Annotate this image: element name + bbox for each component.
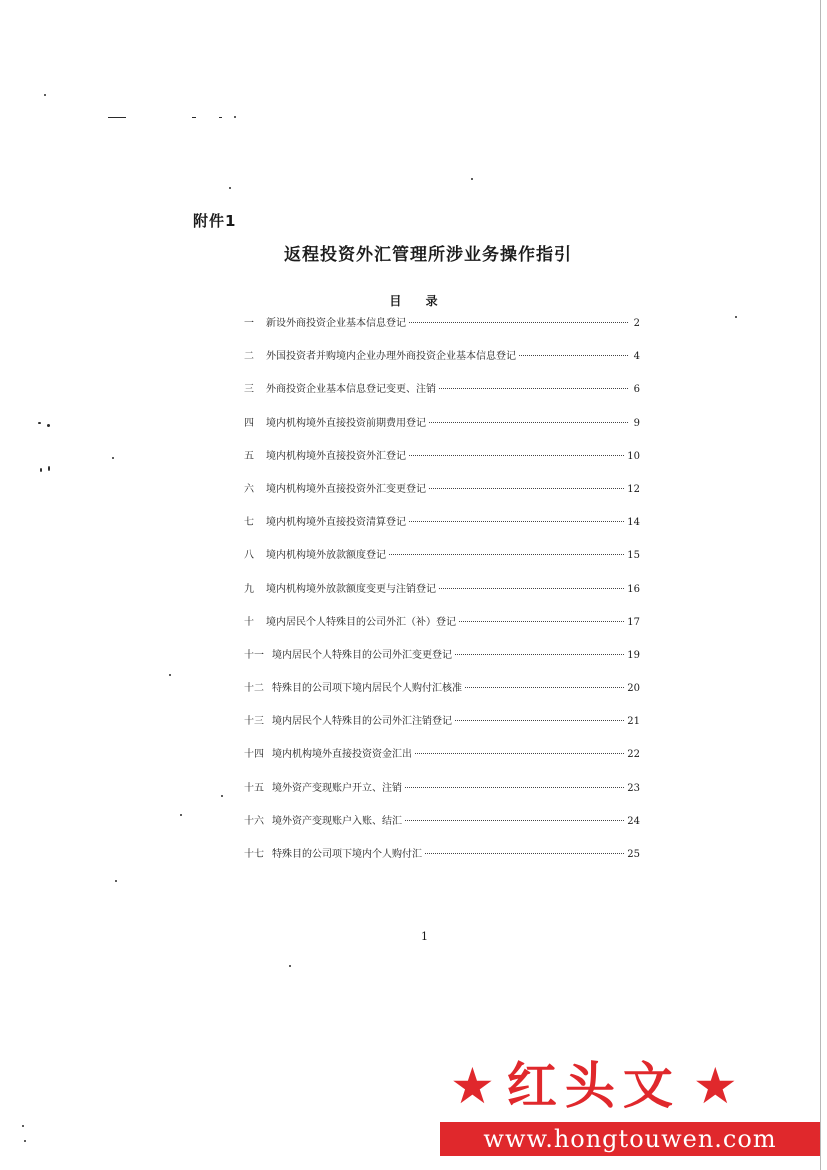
toc-dot-leader [389,554,624,555]
toc-entry [244,648,640,681]
toc-dot-leader [439,588,624,589]
scan-speck [112,457,114,459]
toc-entry-title: 境内机构境外直接投资清算登记 [266,517,406,529]
toc-dot-leader [519,355,628,356]
document-title: 返程投资外汇管理所涉业务操作指引 [284,245,572,265]
scan-speck [40,468,42,472]
toc-entry [244,681,640,714]
toc-entry-title: 境内机构境外放款额度登记 [266,550,386,562]
page-number: 1 [421,930,428,943]
toc-entry-number: 十一 [244,649,264,661]
toc-dot-leader [455,654,624,655]
toc-heading: 目 录 [389,294,448,308]
toc-entry-number: 十七 [244,849,264,860]
toc-entry [244,582,640,615]
toc-entry [244,548,640,581]
toc-dot-leader [425,853,624,854]
toc-dot-leader [439,388,628,389]
toc-entry-page: 17 [627,616,640,628]
star-icon: ★ [450,1057,495,1115]
toc-entry [244,416,640,449]
scan-speck [48,466,50,471]
toc-entry-title: 境内居民个人特殊目的公司外汇（补）登记 [266,616,456,628]
scan-speck [234,116,236,118]
scan-speck [221,795,223,797]
toc-entry-page: 20 [627,683,640,695]
toc-entry-title: 外商投资企业基本信息登记变更、注销 [266,384,436,396]
toc-entry-page: 9 [633,417,640,429]
toc-entry-number: 七 [244,517,254,529]
toc-entry [244,349,640,382]
toc-dot-leader [409,455,624,456]
toc-dot-leader [409,521,624,522]
scan-speck [219,117,222,118]
toc-entry-page: 10 [627,450,640,462]
toc-entry-page: 2 [633,318,640,329]
watermark-url: www.hongtouwen.com [440,1122,820,1156]
scan-speck [471,178,473,180]
toc-entry-number: 八 [244,550,254,562]
scan-speck [115,880,117,882]
toc-entry-title: 境内居民个人特殊目的公司外汇注销登记 [272,716,452,728]
toc-entry [244,714,640,747]
page-edge-line [820,0,821,1170]
scan-speck [169,674,171,676]
watermark-logo [450,1056,738,1116]
toc-entry-number: 三 [244,384,254,396]
toc-entry-title: 境内机构境外直接投资前期费用登记 [266,417,426,429]
toc-entry-number: 十四 [244,749,264,761]
toc-entry-title: 外国投资者并购境内企业办理外商投资企业基本信息登记 [266,351,516,363]
toc-dot-leader [465,687,624,688]
toc-dot-leader [429,422,628,423]
toc-entry-page: 15 [627,550,640,562]
toc-entry-page: 22 [627,749,640,761]
toc-entry-page: 16 [627,583,640,595]
toc-entry-title: 特殊目的公司项下境内个人购付汇 [272,849,422,860]
table-of-contents [244,316,640,880]
toc-entry-title: 境外资产变现账户入账、结汇 [272,815,402,827]
toc-entry [244,515,640,548]
toc-dot-leader [405,787,624,788]
toc-entry-page: 12 [627,483,640,495]
watermark-text: 红头文 [506,1057,681,1115]
toc-entry-number: 六 [244,483,254,495]
toc-entry-page: 25 [627,849,640,860]
toc-entry [244,747,640,780]
toc-dot-leader [409,322,628,323]
toc-entry-title: 境内居民个人特殊目的公司外汇变更登记 [272,649,452,661]
toc-dot-leader [459,621,624,622]
toc-entry-number: 十六 [244,815,264,827]
scan-speck [47,424,50,427]
toc-entry [244,449,640,482]
scan-speck [24,1140,26,1142]
toc-entry-page: 4 [633,351,640,363]
toc-entry-number: 十五 [244,782,264,794]
toc-entry-title: 境内机构境外直接投资外汇变更登记 [266,483,426,495]
toc-entry-number: 九 [244,583,254,595]
toc-dot-leader [429,488,624,489]
scan-speck [289,965,291,967]
toc-entry-page: 21 [627,716,640,728]
scan-speck [192,117,196,118]
toc-dot-leader [415,753,624,754]
scan-speck [180,814,182,816]
scan-speck [735,316,737,318]
toc-dot-leader [405,820,624,821]
toc-entry-page: 6 [633,384,640,396]
toc-dot-leader [455,720,624,721]
toc-entry [244,382,640,415]
toc-entry-number: 五 [244,450,254,462]
toc-entry-title: 特殊目的公司项下境内居民个人购付汇核准 [272,683,462,695]
toc-entry-number: 十三 [244,716,264,728]
toc-entry-number: 一 [244,318,254,329]
scan-speck [229,187,231,189]
toc-entry-page: 19 [627,649,640,661]
toc-entry-number: 十二 [244,683,264,695]
attachment-label: 附件1 [193,212,237,230]
toc-entry-title: 境内机构境外放款额度变更与注销登记 [266,583,436,595]
scan-speck [108,117,126,118]
toc-entry-page: 24 [627,815,640,827]
toc-entry-number: 二 [244,351,254,363]
toc-entry [244,814,640,847]
toc-entry-title: 境内机构境外直接投资外汇登记 [266,450,406,462]
scan-speck [22,1125,24,1127]
toc-entry-title: 新设外商投资企业基本信息登记 [266,318,406,329]
toc-entry-page: 23 [627,782,640,794]
toc-entry-number: 四 [244,417,254,429]
toc-entry-title: 境外资产变现账户开立、注销 [272,782,402,794]
scan-speck [38,422,41,424]
toc-entry [244,615,640,648]
toc-entry [244,316,640,349]
toc-entry [244,781,640,814]
toc-entry-title: 境内机构境外直接投资资金汇出 [272,749,412,761]
star-icon: ★ [692,1057,738,1115]
scan-speck [44,94,46,96]
toc-entry [244,847,640,880]
toc-entry-number: 十 [244,616,254,628]
site-watermark [440,1050,820,1165]
toc-entry [244,482,640,515]
toc-entry-page: 14 [627,517,640,529]
